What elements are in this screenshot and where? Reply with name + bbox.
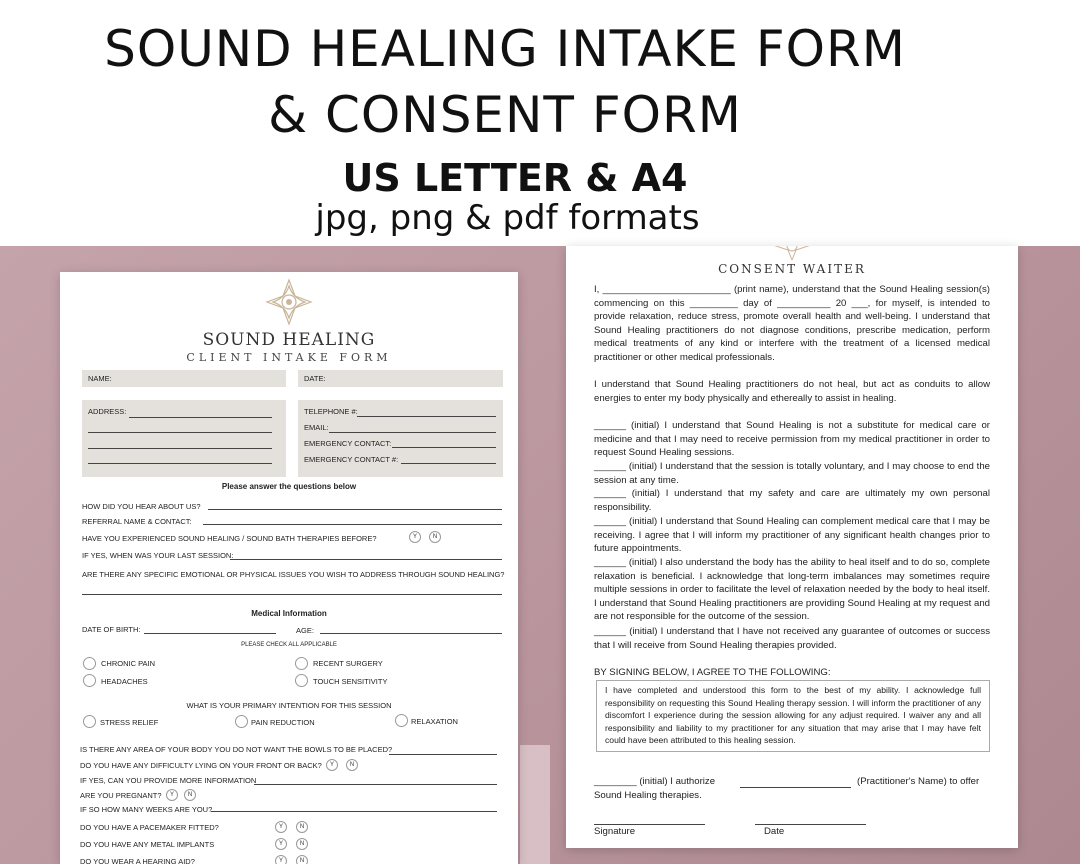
date-label: DATE: bbox=[304, 374, 326, 383]
q-info-label: IF YES, CAN YOU PROVIDE MORE INFORMATION bbox=[80, 776, 257, 785]
stress-relief-label: STRESS RELIEF bbox=[100, 718, 159, 727]
questions-heading: Please answer the questions below bbox=[221, 482, 357, 491]
age-line bbox=[320, 633, 502, 634]
consent-title: CONSENT WAITER bbox=[718, 262, 866, 276]
q-hear-line bbox=[208, 509, 502, 510]
intake-title: SOUND HEALING bbox=[202, 330, 376, 350]
date-label: Date bbox=[764, 826, 785, 837]
ornamental-mandala-icon bbox=[265, 278, 313, 326]
no-option[interactable]: N bbox=[296, 821, 308, 833]
q-info-line bbox=[254, 784, 497, 785]
initial-clause-2: ______ (initial) I understand that the session is totally voluntary, and I may choose to end the session at any time. bbox=[594, 461, 990, 486]
emergency-contact-num-line bbox=[401, 463, 496, 464]
recent-surgery-checkbox[interactable] bbox=[295, 657, 308, 670]
consent-paragraph-2: I understand that Sound Healing practitioners do not heal, but act as conduits to allow energies to enter my body physically and ethereally to assist in healing. bbox=[594, 379, 990, 404]
signing-heading: BY SIGNING BELOW, I AGREE TO THE FOLLOWING: bbox=[594, 667, 831, 678]
initial-clause-5: ______ (initial) I also understand the body has the ability to heal itself and to do so, complete relaxation is beneficial. I acknowledge that long-term imbalances may sometimes require multiple sessions in order to facilitate the level of relaxation needed by the body to heal itself. I understand that Sound Healing practitioners are providing Sound Healing at my request and are not responsible for the outcome of the session. bbox=[594, 557, 990, 623]
consent-intro-paragraph: I, ________________________ (print name), understand that the Sound Healing session(s) commencing on this _________ day of __________ 20 ___, for myself, is intended to provide relaxation, reduce stress, promote overall health and well-being. I understand that Sound Healing practitioners do not diagnose conditions, prescribe medication, perform medical treatments of any kind or interfere with the treatment of a licensed medical practitioner or other medical professionals. bbox=[594, 284, 990, 363]
yes-option[interactable]: Y bbox=[275, 855, 287, 864]
yes-option[interactable]: Y bbox=[326, 759, 338, 771]
address-line bbox=[88, 463, 272, 464]
emergency-contact-label: EMERGENCY CONTACT: bbox=[304, 439, 392, 448]
address-line bbox=[88, 448, 272, 449]
consent-form-page bbox=[566, 246, 1018, 848]
yes-option[interactable]: Y bbox=[275, 821, 287, 833]
touch-sensitivity-label: TOUCH SENSITIVITY bbox=[313, 677, 388, 686]
q-implants-label: DO YOU HAVE ANY METAL IMPLANTS bbox=[80, 840, 215, 849]
initial-clause-6: ______ (initial) I understand that I have not received any guarantee of outcomes or success that I will receive from Sound Healing therapies provided. bbox=[594, 626, 990, 651]
address-label: ADDRESS: bbox=[88, 407, 127, 416]
q-lying-label: DO YOU HAVE ANY DIFFICULTY LYING ON YOUR FRONT OR BACK? bbox=[80, 761, 322, 770]
q-bowls-label: IS THERE ANY AREA OF YOUR BODY YOU DO NOT WANT THE BOWLS TO BE PLACED? bbox=[80, 745, 393, 754]
age-label: AGE: bbox=[296, 626, 314, 635]
emergency-contact-line bbox=[392, 447, 496, 448]
chronic-pain-checkbox[interactable] bbox=[83, 657, 96, 670]
q-last-session-line bbox=[230, 559, 502, 560]
hero-subtitle: US LETTER & A4 bbox=[342, 156, 688, 200]
yes-option[interactable]: Y bbox=[166, 789, 178, 801]
agreement-box bbox=[596, 680, 990, 752]
initial-clause-4: ______ (initial) I understand that Sound Healing can complement medical care that I may be receiving. I agree that I will inform my practitioner of any significant health changes prior to future appointments. bbox=[594, 516, 990, 555]
recent-surgery-label: RECENT SURGERY bbox=[313, 659, 383, 668]
no-option[interactable]: N bbox=[296, 838, 308, 850]
q-issues-label: ARE THERE ANY SPECIFIC EMOTIONAL OR PHYSICAL ISSUES YOU WISH TO ADDRESS THROUGH SOUND HEALING? bbox=[82, 570, 505, 579]
pain-reduction-label: PAIN REDUCTION bbox=[251, 718, 315, 727]
q-referral-line bbox=[203, 524, 502, 525]
background-page-edge bbox=[520, 745, 550, 864]
hero-title-line2: & CONSENT FORM bbox=[268, 86, 742, 144]
check-all-note: PLEASE CHECK ALL APPLICABLE bbox=[241, 642, 337, 648]
email-line bbox=[329, 432, 496, 433]
q-weeks-label: IF SO HOW MANY WEEKS ARE YOU? bbox=[80, 805, 213, 814]
intake-form-page bbox=[60, 272, 518, 864]
authorize-name-text: (Practitioner's Name) to offer bbox=[857, 776, 980, 787]
yes-option[interactable]: Y bbox=[409, 531, 421, 543]
q-bowls-line bbox=[389, 754, 497, 755]
initial-clause-3: ______ (initial) I understand that my safety and care are ultimately my own personal responsibility. bbox=[594, 488, 990, 513]
telephone-line bbox=[357, 416, 496, 417]
touch-sensitivity-checkbox[interactable] bbox=[295, 674, 308, 687]
hero-formats: jpg, png & pdf formats bbox=[315, 198, 700, 238]
emergency-contact-num-label: EMERGENCY CONTACT #: bbox=[304, 455, 399, 464]
headaches-checkbox[interactable] bbox=[83, 674, 96, 687]
intention-heading: WHAT IS YOUR PRIMARY INTENTION FOR THIS SESSION bbox=[186, 701, 392, 710]
q-experienced-label: HAVE YOU EXPERIENCED SOUND HEALING / SOUND BATH THERAPIES BEFORE? bbox=[82, 534, 377, 543]
authorize-initial-text: ________ (initial) I authorize bbox=[594, 776, 716, 787]
yes-option[interactable]: Y bbox=[275, 838, 287, 850]
intake-subtitle: CLIENT INTAKE FORM bbox=[186, 351, 392, 364]
dob-line bbox=[144, 633, 276, 634]
address-line bbox=[88, 432, 272, 433]
name-box[interactable] bbox=[82, 370, 286, 387]
authorize-end-text: Sound Healing therapies. bbox=[594, 790, 702, 801]
q-pacemaker-label: DO YOU HAVE A PACEMAKER FITTED? bbox=[80, 823, 219, 832]
address-line bbox=[129, 417, 272, 418]
q-hear-label: HOW DID YOU HEAR ABOUT US? bbox=[82, 502, 201, 511]
agreement-text: I have completed and understood this form to the best of my ability. I acknowledge full responsibility on requesting this Sound Healing therapy session. I will inform the practitioner of any discomfort I experience during the session allowing for any adjust required. I waiver any and all responsibility and liability to my practitioner for any situation that may arise that I may have felt could have been attributed to this healing session. bbox=[605, 685, 981, 746]
date-box[interactable] bbox=[298, 370, 503, 387]
hero-banner bbox=[0, 0, 1080, 246]
email-label: EMAIL: bbox=[304, 423, 329, 432]
q-referral-label: REFERRAL NAME & CONTACT: bbox=[82, 517, 192, 526]
q-last-session-label: IF YES, WHEN WAS YOUR LAST SESSION: bbox=[82, 551, 234, 560]
no-option[interactable]: N bbox=[296, 855, 308, 864]
headaches-label: HEADACHES bbox=[101, 677, 148, 686]
q-pregnant-label: ARE YOU PREGNANT? bbox=[80, 791, 162, 800]
q-weeks-line bbox=[211, 811, 497, 812]
practitioner-name-line[interactable] bbox=[740, 787, 851, 788]
q-issues-line bbox=[82, 594, 502, 595]
telephone-label: TELEPHONE #: bbox=[304, 407, 358, 416]
pain-reduction-checkbox[interactable] bbox=[235, 715, 248, 728]
relaxation-checkbox[interactable] bbox=[395, 714, 408, 727]
signature-label: Signature bbox=[594, 826, 636, 837]
name-label: NAME: bbox=[88, 374, 112, 383]
initial-clause-1: ______ (initial) I understand that Sound Healing is not a substitute for medical care or medicine and that I may need to receive permission from my medical practitioner in order to request Sound Healing sessions. bbox=[594, 420, 990, 459]
q-hearing-label: DO YOU WEAR A HEARING AID? bbox=[80, 857, 195, 864]
relaxation-label: RELAXATION bbox=[411, 717, 458, 726]
no-option[interactable]: N bbox=[184, 789, 196, 801]
chronic-pain-label: CHRONIC PAIN bbox=[101, 659, 156, 668]
no-option[interactable]: N bbox=[429, 531, 441, 543]
hero-title-line1: SOUND HEALING INTAKE FORM bbox=[104, 20, 906, 78]
dob-label: DATE OF BIRTH: bbox=[82, 625, 141, 634]
medical-heading: Medical Information bbox=[251, 609, 327, 618]
ornamental-mandala-icon bbox=[774, 246, 810, 260]
signature-line[interactable] bbox=[594, 824, 705, 825]
stress-relief-checkbox[interactable] bbox=[83, 715, 96, 728]
no-option[interactable]: N bbox=[346, 759, 358, 771]
date-line[interactable] bbox=[755, 824, 866, 825]
